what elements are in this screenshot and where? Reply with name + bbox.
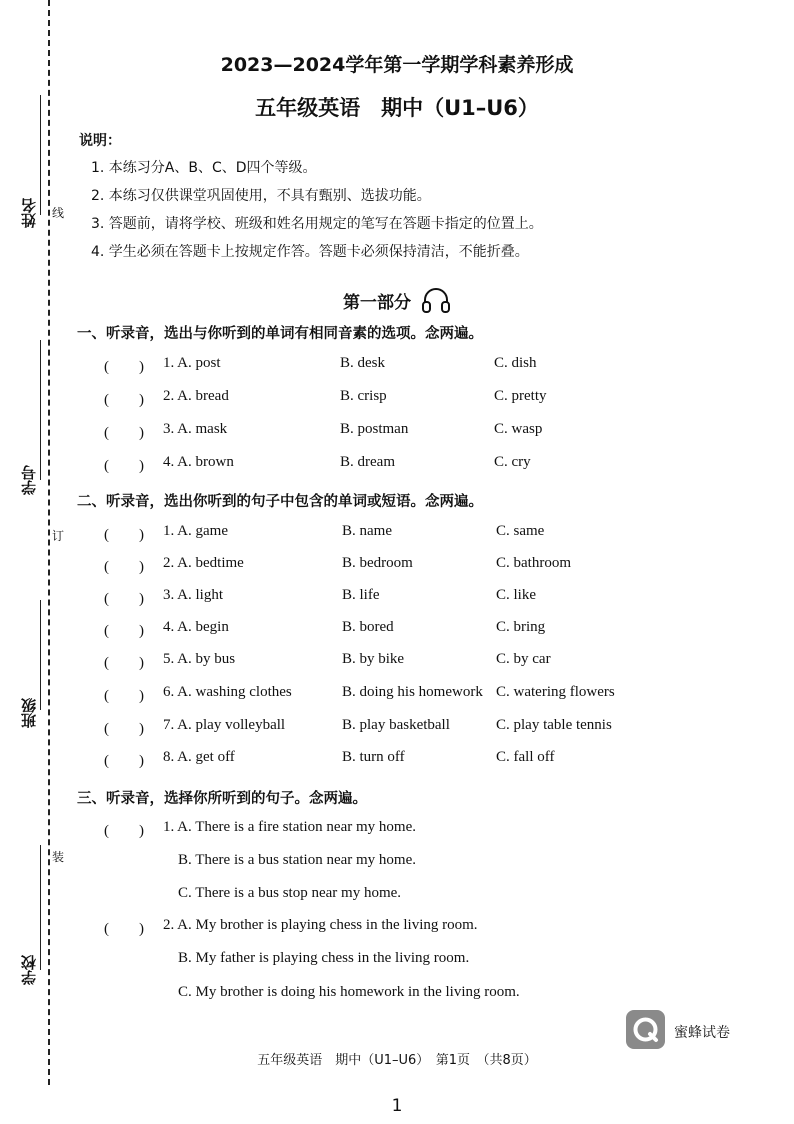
s3-q2-option-a: 2. A. My brother is playing chess in the living room. [163, 917, 478, 933]
note-3: 3. 答题前，请将学校、班级和姓名用规定的笔写在答题卡指定的位置上。 [91, 216, 543, 232]
headphones-icon [421, 286, 451, 314]
exam-title: 2023—2024学年第一学期学科素养形成 [220, 54, 574, 76]
answer-blank: ( ) [104, 721, 144, 737]
watermark-logo [626, 1010, 665, 1049]
cut-mark-ding: 订 [52, 529, 65, 543]
s2-q3-option-c: C. like [496, 587, 536, 603]
s3-q1-option-a: 1. A. There is a fire station near my home. [163, 819, 416, 835]
s3-q2-option-c: C. My brother is doing his homework in the living room. [178, 984, 520, 1000]
answer-blank: ( ) [104, 921, 144, 937]
note-2: 2. 本练习仅供课堂巩固使用，不具有甄别、选拔功能。 [91, 188, 431, 204]
s2-q4-option-a: 4. A. begin [163, 619, 229, 635]
s2-q4-option-b: B. bored [342, 619, 394, 635]
s2-q5-option-a: 5. A. by bus [163, 651, 236, 667]
s2-q4-option-c: C. bring [496, 619, 546, 635]
school-write-line [40, 845, 41, 970]
section3-title: 三、听录音，选择你所听到的句子。念两遍。 [77, 791, 367, 807]
s2-q6-option-c: C. watering flowers [496, 684, 615, 700]
s2-q7-option-a: 7. A. play volleyball [163, 717, 286, 733]
s1-q4-option-b: B. dream [340, 454, 395, 470]
s1-q1-option-a: 1. A. post [163, 355, 221, 371]
class-label: 班级 [20, 698, 38, 728]
answer-blank: ( ) [104, 753, 144, 769]
answer-blank: ( ) [104, 359, 144, 375]
s2-q3-option-b: B. life [342, 587, 380, 603]
page-number: 1 [391, 1096, 403, 1116]
number-label: 学号 [20, 465, 38, 495]
answer-blank: ( ) [104, 655, 144, 671]
s1-q3-option-b: B. postman [340, 421, 409, 437]
answer-blank: ( ) [104, 392, 144, 408]
watermark-text: 蜜蜂试卷 [674, 1025, 730, 1041]
s1-q2-option-a: 2. A. bread [163, 388, 229, 404]
s2-q1-option-b: B. name [342, 523, 392, 539]
s1-q1-option-c: C. dish [494, 355, 537, 371]
answer-blank: ( ) [104, 623, 144, 639]
s2-q7-option-c: C. play table tennis [496, 717, 612, 733]
s2-q1-option-a: 1. A. game [163, 523, 228, 539]
part-title-text: 第一部分 [343, 293, 412, 313]
answer-blank: ( ) [104, 458, 144, 474]
s1-q1-option-b: B. desk [340, 355, 385, 371]
answer-blank: ( ) [104, 425, 144, 441]
s1-q2-option-c: C. pretty [494, 388, 547, 404]
class-write-line [40, 600, 41, 710]
s1-q2-option-b: B. crisp [340, 388, 387, 404]
s2-q8-option-a: 8. A. get off [163, 749, 235, 765]
s3-q1-option-c: C. There is a bus stop near my home. [178, 885, 402, 901]
cut-mark-zhuang: 装 [52, 850, 65, 864]
answer-blank: ( ) [104, 527, 144, 543]
answer-blank: ( ) [104, 688, 144, 704]
s1-q3-option-c: C. wasp [494, 421, 543, 437]
s2-q2-option-c: C. bathroom [496, 555, 571, 571]
answer-blank: ( ) [104, 591, 144, 607]
binding-dashed-line [48, 0, 50, 1085]
s2-q7-option-b: B. play basketball [342, 717, 450, 733]
answer-blank: ( ) [104, 823, 144, 839]
s2-q2-option-a: 2. A. bedtime [163, 555, 244, 571]
answer-blank: ( ) [104, 559, 144, 575]
notes-heading: 说明： [79, 133, 121, 149]
s2-q2-option-b: B. bedroom [342, 555, 413, 571]
s2-q3-option-a: 3. A. light [163, 587, 224, 603]
s2-q1-option-c: C. same [496, 523, 545, 539]
exam-subtitle: 五年级英语 期中（U1–U6） [255, 96, 539, 120]
s2-q6-option-b: B. doing his homework [342, 684, 483, 700]
section1-title: 一、听录音，选出与你听到的单词有相同音素的选项。念两遍。 [77, 326, 483, 342]
cut-mark-line: 线 [52, 206, 65, 220]
section2-title: 二、听录音，选出你听到的句子中包含的单词或短语。念两遍。 [77, 494, 483, 510]
note-4: 4. 学生必须在答题卡上按规定作答。答题卡必须保持清洁，不能折叠。 [91, 244, 529, 260]
s2-q8-option-b: B. turn off [342, 749, 405, 765]
bee-logo-icon [626, 1010, 665, 1049]
s1-q4-option-c: C. cry [494, 454, 531, 470]
name-label: 姓名 [20, 198, 38, 228]
note-1: 1. 本练习分A、B、C、D四个等级。 [91, 160, 317, 176]
s1-q4-option-a: 4. A. brown [163, 454, 234, 470]
s2-q6-option-a: 6. A. washing clothes [163, 684, 292, 700]
s3-q1-option-b: B. There is a bus station near my home. [178, 852, 417, 868]
s2-q8-option-c: C. fall off [496, 749, 555, 765]
s3-q2-option-b: B. My father is playing chess in the living room. [178, 950, 470, 966]
part-title [0, 286, 794, 314]
number-write-line [40, 340, 41, 480]
school-label: 学校 [20, 955, 38, 985]
page-footer: 五年级英语 期中（U1–U6） 第1页 （共8页） [257, 1053, 537, 1068]
s1-q3-option-a: 3. A. mask [163, 421, 228, 437]
s2-q5-option-c: C. by car [496, 651, 551, 667]
s2-q5-option-b: B. by bike [342, 651, 405, 667]
